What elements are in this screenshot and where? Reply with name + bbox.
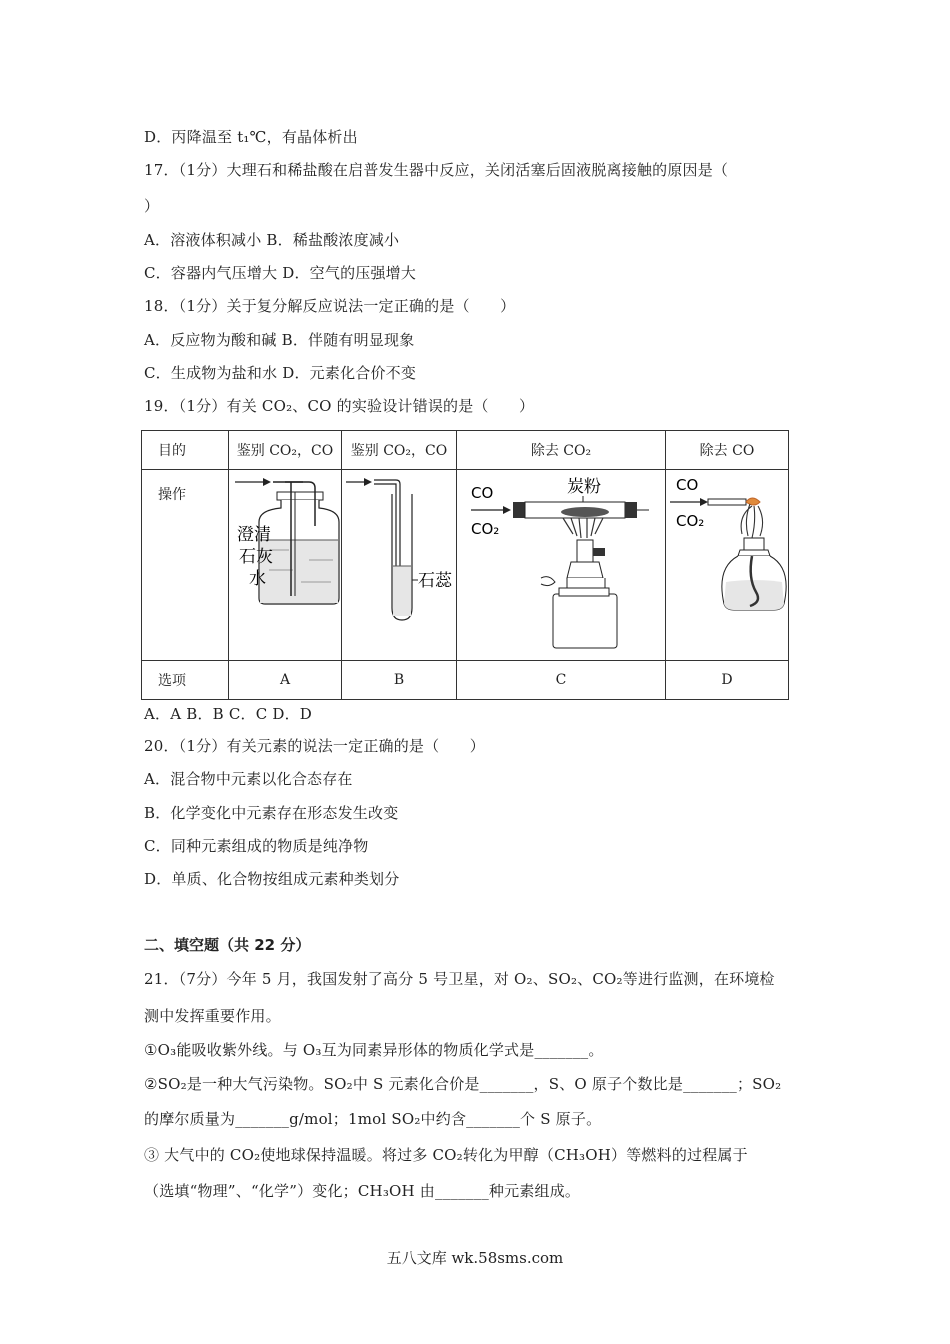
section-heading-fill-blank: 二、填空题（共 22 分） (144, 936, 311, 954)
label-carbon-powder: 炭粉 (567, 477, 601, 497)
page-footer: 五八文库 wk.58sms.com (386, 1249, 564, 1267)
label-water: 水 (249, 569, 266, 589)
table-header-d: 除去 CO (666, 431, 789, 470)
q21-part2-line1: ②SO₂是一种大气污染物。SO₂中 S 元素化合价是_______，S、O 原子个数比是_______；SO₂ (144, 1075, 782, 1093)
option-d: D (666, 661, 789, 700)
q21-part3-line1: ③ 大气中的 CO₂使地球保持温暖。将过多 CO₂转化为甲醇（CH₃OH）等燃料的过程属于 (144, 1146, 748, 1164)
option-a: A (229, 661, 342, 700)
q18-stem: 18．（1分）关于复分解反应说法一定正确的是（ ） (144, 297, 516, 315)
q21-stem-line1: 21．（7分）今年 5 月，我国发射了高分 5 号卫星，对 O₂、SO₂、CO₂等进行监测，在环境检 (144, 970, 775, 988)
operation-label: 操作 (158, 487, 186, 503)
gas-washing-bottle-diagram (229, 470, 341, 660)
table-header-purpose: 目的 (142, 431, 229, 470)
q21-part1: ①O₃能吸收紫外线。与 O₃互为同素异形体的物质化学式是_______。 (144, 1041, 604, 1059)
q17-stem: 17．（1分）大理石和稀盐酸在启普发生器中反应，关闭活塞后固液脱离接触的原因是（ (144, 161, 729, 179)
q17-options-ab: A．溶液体积减小 B．稀盐酸浓度减小 (144, 231, 400, 249)
table-header-a: 鉴别 CO₂，CO (229, 431, 342, 470)
label-lime: 石灰 (239, 547, 273, 567)
q20-option-a: A．混合物中元素以化合态存在 (144, 770, 353, 788)
option-c: C (457, 661, 666, 700)
apparatus-d (666, 470, 789, 661)
q21-stem-line2: 测中发挥重要作用。 (144, 1007, 281, 1025)
q19-options: A．A B．B C．C D．D (144, 705, 313, 723)
q18-options-ab: A．反应物为酸和碱 B．伴随有明显现象 (144, 331, 415, 349)
label-c-co2: CO₂ (471, 520, 500, 538)
label-litmus: 石蕊 (418, 571, 452, 591)
q21-part2-line2: 的摩尔质量为_______g/mol；1mol SO₂中约含_______个 S 原子。 (144, 1110, 602, 1128)
q19-stem: 19．（1分）有关 CO₂、CO 的实验设计错误的是（ ） (144, 397, 535, 415)
q17-stem-end: ） (144, 197, 160, 215)
q21-part3-line2: （选填“物理”、“化学”）变化；CH₃OH 由_______种元素组成。 (144, 1182, 581, 1200)
label-d-co2: CO₂ (676, 512, 705, 530)
q16-option-d: D．丙降温至 t₁℃，有晶体析出 (144, 128, 358, 146)
apparatus-b (342, 470, 457, 661)
table-header-c: 除去 CO₂ (457, 431, 666, 470)
q20-stem: 20．（1分）有关元素的说法一定正确的是（ ） (144, 737, 485, 755)
label-clear: 澄清 (237, 525, 271, 545)
table-header-b: 鉴别 CO₂，CO (342, 431, 457, 470)
table-row-label-operation (142, 470, 229, 661)
label-d-co: CO (676, 476, 699, 494)
label-c-co: CO (471, 484, 494, 502)
test-tube-diagram (342, 470, 456, 660)
table-row-label-option: 选项 (142, 661, 229, 700)
q17-options-cd: C．容器内气压增大 D．空气的压强增大 (144, 264, 417, 282)
alcohol-lamp-diagram (666, 470, 788, 660)
apparatus-a (229, 470, 342, 661)
apparatus-c (457, 470, 666, 661)
q18-options-cd: C．生成物为盐和水 D．元素化合价不变 (144, 364, 417, 382)
experiment-table (141, 430, 789, 700)
combustion-tube-diagram (457, 470, 665, 660)
q20-option-d: D．单质、化合物按组成元素种类划分 (144, 870, 400, 888)
q20-option-b: B．化学变化中元素存在形态发生改变 (144, 804, 399, 822)
option-b: B (342, 661, 457, 700)
q20-option-c: C．同种元素组成的物质是纯净物 (144, 837, 369, 855)
